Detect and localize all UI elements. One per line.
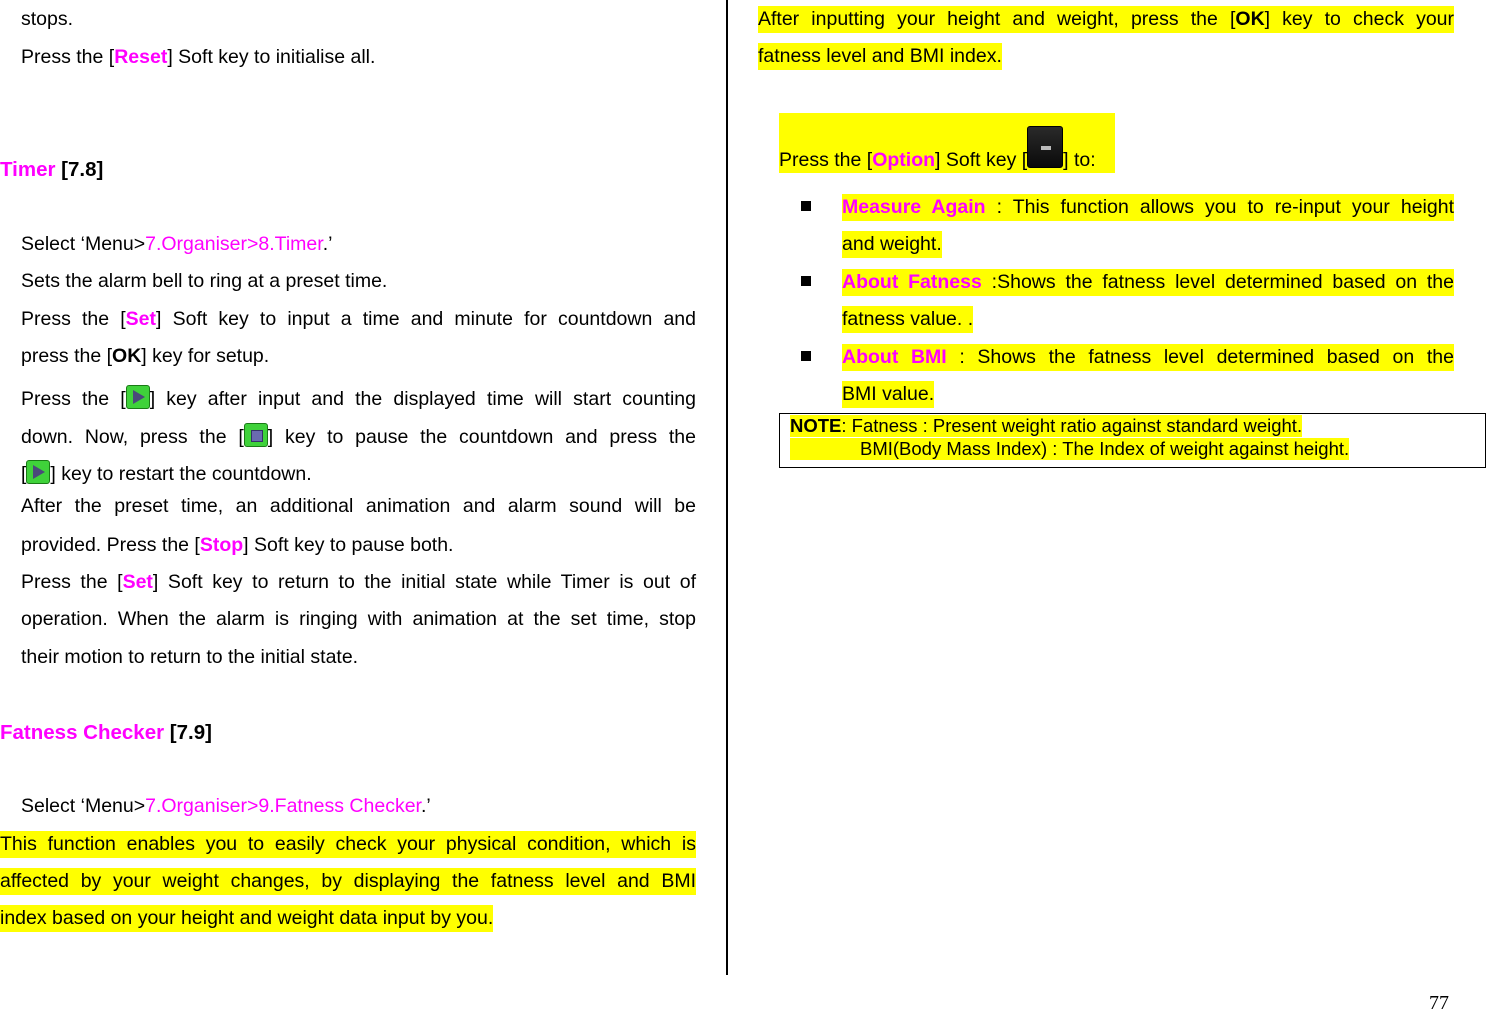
ok-key-label: OK <box>1235 8 1265 30</box>
text: down. Now, press the [ <box>21 426 244 448</box>
text: [ <box>21 463 27 485</box>
text: After the preset time, an additional animation and alarm sound will be <box>21 495 696 517</box>
text: :Shows the fatness level determined based on the <box>981 271 1454 293</box>
text: Press the [ <box>21 571 123 593</box>
text: : Fatness : Present weight ratio against standard weight. <box>841 415 1303 436</box>
input-instruction-line: fatness level and BMI index. <box>758 43 1002 70</box>
note-line-2: BMI(Body Mass Index) : The Index of weight against height. <box>790 438 1349 460</box>
text-line: stops. <box>21 8 74 30</box>
text: ] key for setup. <box>141 345 270 367</box>
option-instruction <box>779 126 1096 172</box>
text: press the [ <box>21 345 113 367</box>
section-heading-timer <box>0 158 103 182</box>
reset-key-label: Reset <box>114 46 168 68</box>
heading-number: [7.9] <box>169 721 212 744</box>
text: Press the [ <box>21 308 126 330</box>
set-instruction-line <box>21 308 696 331</box>
bullet-about-bmi-cont: BMI value. <box>842 381 934 408</box>
ok-key-label: OK <box>112 345 142 367</box>
bullet-measure-again <box>842 194 1454 221</box>
return-instruction-line <box>21 571 696 594</box>
page-number: 77 <box>1429 992 1449 1014</box>
timer-description: Sets the alarm bell to ring at a preset time. <box>21 270 388 292</box>
bullet-about-bmi <box>842 344 1454 371</box>
text: ] Soft key to return to the initial state while Timer is out of <box>152 571 696 593</box>
pause-key-icon <box>244 423 268 447</box>
fatness-menu-path <box>21 795 431 818</box>
text: operation. When the alarm is ringing with animation at the set time, stop <box>21 608 696 630</box>
text: Press the [ <box>21 46 115 68</box>
column-divider <box>726 0 728 975</box>
heading-number: [7.8] <box>61 158 104 181</box>
text: Press the [ <box>21 388 126 410</box>
text: ] Soft key to pause both. <box>243 534 454 556</box>
timer-menu-path <box>21 233 332 256</box>
set-key-label: Set <box>125 308 157 330</box>
text: .’ <box>322 233 333 255</box>
heading-title: Timer <box>0 158 56 181</box>
text: affected by your weight changes, by displaying the fatness level and BMI <box>0 870 696 892</box>
text: .’ <box>420 795 431 817</box>
text: ] key after input and the displayed time will start counting <box>149 388 696 410</box>
section-heading-fatness-checker <box>0 721 212 745</box>
text: : This function allows you to re-input your height <box>985 196 1454 218</box>
bullet-about-fatness-cont: fatness value. . <box>842 306 973 333</box>
bullet-square-icon <box>801 201 811 211</box>
bullet-label: About BMI <box>842 346 947 368</box>
bullet-label: About Fatness <box>842 271 982 293</box>
bullet-square-icon <box>801 351 811 361</box>
after-instruction-line <box>21 495 696 518</box>
text: Select ‘Menu> <box>21 233 146 255</box>
play-key-icon <box>26 460 50 484</box>
after-instruction-line <box>21 534 453 557</box>
reset-instruction <box>21 46 375 69</box>
fatness-description-line: index based on your height and weight data input by you. <box>0 905 493 932</box>
play-instruction-line <box>21 423 696 449</box>
set-key-label: Set <box>122 571 153 593</box>
bullet-square-icon <box>801 276 811 286</box>
play-key-icon <box>126 385 150 409</box>
text: ] to: <box>1063 149 1096 171</box>
note-label: NOTE <box>790 415 842 436</box>
bullet-about-fatness <box>842 269 1454 296</box>
fatness-description-line <box>0 868 696 895</box>
text: ] key to restart the countdown. <box>50 463 312 485</box>
text: : Shows the fatness level determined based on the <box>946 346 1454 368</box>
note-line-1 <box>790 415 1302 437</box>
text: This function enables you to easily check your physical condition, which is <box>0 833 696 855</box>
text: ] key to pause the countdown and press the <box>267 426 696 448</box>
text: ] key to check your <box>1264 8 1455 30</box>
heading-title: Fatness Checker <box>0 721 165 744</box>
return-instruction-line <box>21 608 696 631</box>
bullet-measure-again-cont: and weight. <box>842 231 942 258</box>
stop-key-label: Stop <box>199 534 244 556</box>
option-soft-key-icon <box>1027 126 1063 168</box>
option-key-label: Option <box>872 149 936 171</box>
play-instruction-line <box>21 385 696 411</box>
fatness-description-line <box>0 831 696 858</box>
input-instruction-line <box>758 6 1454 33</box>
text: ] Soft key to initialise all. <box>167 46 376 68</box>
menu-path: 7.Organiser>9.Fatness Checker <box>145 795 421 817</box>
set-instruction-line <box>21 345 269 368</box>
text: ] Soft key [ <box>935 149 1028 171</box>
bullet-label: Measure Again <box>842 196 986 218</box>
return-instruction-line: their motion to return to the initial state. <box>21 646 359 668</box>
text: Select ‘Menu> <box>21 795 146 817</box>
play-instruction-line <box>21 460 312 486</box>
text: ] Soft key to input a time and minute for countdown and <box>156 308 696 330</box>
text: After inputting your height and weight, press the [ <box>758 8 1236 30</box>
menu-path: 7.Organiser>8.Timer <box>145 233 323 255</box>
text: Press the [ <box>779 149 873 171</box>
text: provided. Press the [ <box>21 534 200 556</box>
